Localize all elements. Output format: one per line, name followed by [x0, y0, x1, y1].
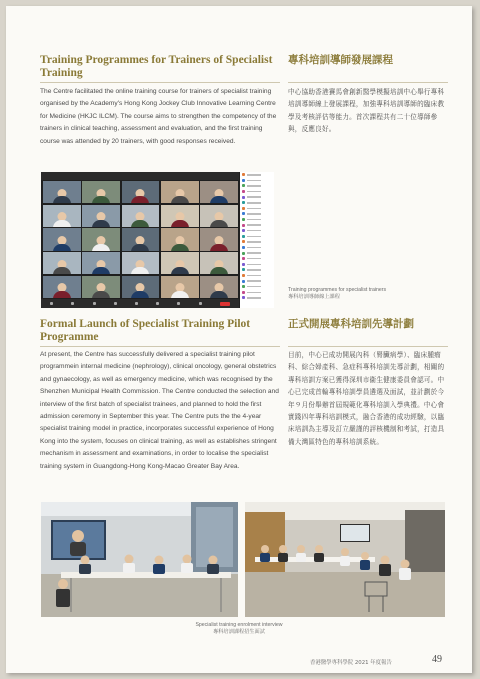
participant-grid	[43, 181, 238, 298]
conference-toolbar	[41, 172, 239, 180]
participant-list-item	[240, 295, 274, 301]
participant-body	[53, 220, 71, 227]
participant-body	[210, 196, 228, 203]
avatar-icon	[242, 240, 245, 243]
participant-video-tile	[82, 252, 120, 274]
participant-body	[171, 291, 189, 298]
participant-name-line	[247, 264, 261, 266]
participant-name-line	[247, 292, 261, 294]
avatar-icon	[242, 268, 245, 271]
participant-name-line	[247, 280, 261, 282]
video-conference-image	[41, 172, 274, 308]
annual-report-page	[6, 6, 472, 673]
avatar-icon	[242, 257, 245, 260]
participant-video-tile	[122, 276, 160, 298]
participant-body	[171, 196, 189, 203]
participant-body	[53, 196, 71, 203]
participant-name-line	[247, 224, 261, 226]
participant-video-tile	[122, 228, 160, 250]
caption2-en: Specialist training enrolment interview	[195, 622, 283, 628]
participant-video-tile	[82, 205, 120, 227]
participant-video-tile	[43, 205, 81, 227]
participant-name-line	[247, 219, 261, 221]
footer-report-label: 香港醫學專科學院 2021 年度報告	[310, 660, 392, 666]
participant-body	[171, 267, 189, 274]
conference-controls	[41, 299, 239, 308]
participant-name-line	[247, 297, 261, 299]
section1-body-zh: 中心協助香港賽馬會創新醫學模擬培訓中心舉行專科培訓導師線上發展課程，加強專科培訓導師的臨床教學及考核評估等能力。首次課程共有二十位導師參與，反應良好。	[288, 88, 445, 134]
participant-video-tile	[161, 276, 199, 298]
participant-name-line	[247, 208, 261, 210]
participant-video-tile	[43, 252, 81, 274]
avatar-icon	[242, 207, 245, 210]
participant-body	[131, 244, 149, 251]
avatar-icon	[242, 184, 245, 187]
divider	[40, 82, 280, 83]
participant-name-line	[247, 230, 261, 232]
participant-body	[92, 291, 110, 298]
participant-video-tile	[161, 228, 199, 250]
participant-video-tile	[122, 181, 160, 203]
section1-body-en: The Centre facilitated the online training course for trainers of specialist training organised by the Academy's Hong Kong Jockey Club Innovative Learning Centre for Medicine (HKJC ILCM). The course aims to strengthen the competency of the trainers in clinical teaching, assessment and evaluation, and the first training course was attended by 20 trainers, with good responses received.	[40, 88, 277, 145]
participant-name-line	[247, 275, 261, 277]
avatar-icon	[242, 224, 245, 227]
avatar-icon	[242, 274, 245, 277]
participant-video-tile	[43, 276, 81, 298]
avatar-icon	[242, 291, 245, 294]
participant-name-line	[247, 196, 261, 198]
avatar-icon	[242, 190, 245, 193]
avatar-icon	[242, 212, 245, 215]
participant-body	[92, 220, 110, 227]
avatar-icon	[242, 196, 245, 199]
video-icon	[71, 302, 74, 305]
participants-icon	[114, 302, 117, 305]
section2-body-en: At present, the Centre has successfully delivered a specialist training pilot programmein internal medicine (nephrology), clinical oncology, general obstetrics and gynaecology, as well as emergency medicine, which was recognised by the Shenzhen Municipal Health Commission. The Centre conducted the selection and interview of the first batch of specialist trainees, and planned to hold the first admission ceremony in September this year. The Centre puts the the 4-year specialist training model in practice, incorporates successful experience of Hong Kong into the system, focuses on clinical training, as well as establishes stringent mechanism in assessment and examinations, in order to localise the specialist training system in Guangdong-Hong Kong-Macao Greater Bay Area.	[40, 351, 279, 470]
chat-icon	[135, 302, 138, 305]
participant-video-tile	[43, 228, 81, 250]
section1-title-zh: 專科培訓導師發展課程	[288, 54, 393, 66]
divider	[288, 346, 448, 347]
participant-video-tile	[82, 181, 120, 203]
divider	[288, 82, 448, 83]
participant-body	[210, 291, 228, 298]
participant-body	[53, 267, 71, 274]
participant-name-line	[247, 236, 261, 238]
participant-body	[210, 267, 228, 274]
share-icon	[156, 302, 159, 305]
record-icon	[177, 302, 180, 305]
avatar-icon	[242, 246, 245, 249]
page-number: 49	[432, 654, 442, 665]
end-call-icon	[220, 302, 230, 306]
security-icon	[93, 302, 96, 305]
interview-photo-right	[245, 502, 445, 617]
reactions-icon	[199, 302, 202, 305]
caption1-en: Training programmes for specialist trainers	[288, 287, 387, 293]
participant-video-tile	[161, 181, 199, 203]
avatar-icon	[242, 229, 245, 232]
participant-body	[171, 220, 189, 227]
avatar-icon	[242, 263, 245, 266]
avatar-icon	[242, 280, 245, 283]
interview-room-illustration	[41, 502, 238, 617]
avatar-icon	[242, 285, 245, 288]
participant-video-tile	[161, 205, 199, 227]
participant-body	[210, 220, 228, 227]
section1-title-en: Training Programmes for Trainers of Specialist Training	[40, 54, 273, 79]
avatar-icon	[242, 252, 245, 255]
avatar-icon	[242, 179, 245, 182]
participant-video-tile	[200, 228, 238, 250]
avatar-icon	[242, 296, 245, 299]
participant-body	[131, 220, 149, 227]
participant-name-line	[247, 247, 261, 249]
section2-body-zh: 目前，中心已成功開展內科（腎臟病學）、臨床腫瘤科、綜合婦產科、急症科專科培訓先導計劃，相關的專科培訓方案已獲得深圳市衞生健康委員會認可。中心已完成首輪專科培訓學員遴選及面試，並計劃於今年９月份舉辦首屆規範化專科培訓入學典禮。中心會實踐四年專科培訓模式，融合香港的成功經驗，以臨床培訓為主導及訂立嚴謹的評核機制和考試，打造具備大灣區特色的專科培訓系統。	[288, 351, 445, 446]
participant-video-tile	[43, 181, 81, 203]
participant-name-line	[247, 241, 261, 243]
participant-body	[171, 244, 189, 251]
section2-title-zh: 正式開展專科培訓先導計劃	[288, 318, 414, 330]
participant-name-line	[247, 252, 261, 254]
participant-video-tile	[122, 252, 160, 274]
participant-body	[53, 291, 71, 298]
participant-name-line	[247, 202, 261, 204]
participant-video-tile	[161, 252, 199, 274]
participant-name-line	[247, 213, 261, 215]
participant-name-line	[247, 185, 261, 187]
participant-name-line	[247, 269, 261, 271]
avatar-icon	[242, 201, 245, 204]
caption1-zh: 專科培訓導師線上課程	[288, 294, 340, 300]
mute-icon	[50, 302, 53, 305]
participant-body	[131, 291, 149, 298]
participant-video-tile	[200, 205, 238, 227]
participant-name-line	[247, 191, 261, 193]
section2-title-en: Formal Launch of Specialist Training Pilot Programme	[40, 318, 251, 343]
participant-body	[92, 244, 110, 251]
avatar-icon	[242, 235, 245, 238]
participant-body	[53, 244, 71, 251]
participant-video-tile	[82, 228, 120, 250]
participant-video-tile	[200, 276, 238, 298]
participant-body	[210, 244, 228, 251]
participant-body	[92, 267, 110, 274]
participant-video-tile	[82, 276, 120, 298]
participant-name-line	[247, 180, 261, 182]
participant-video-tile	[200, 252, 238, 274]
seminar-room-illustration	[245, 502, 445, 617]
participant-body	[131, 196, 149, 203]
participant-video-tile	[200, 181, 238, 203]
avatar-icon	[242, 173, 245, 176]
participant-video-tile	[122, 205, 160, 227]
participant-body	[92, 196, 110, 203]
caption2-zh: 專科培訓課程招生面試	[213, 629, 265, 635]
participant-name-line	[247, 174, 261, 176]
participant-name-line	[247, 286, 261, 288]
interview-photo-left	[41, 502, 238, 617]
participant-name-line	[247, 258, 261, 260]
avatar-icon	[242, 218, 245, 221]
participant-body	[131, 267, 149, 274]
participant-list	[240, 172, 274, 308]
divider	[40, 346, 280, 347]
